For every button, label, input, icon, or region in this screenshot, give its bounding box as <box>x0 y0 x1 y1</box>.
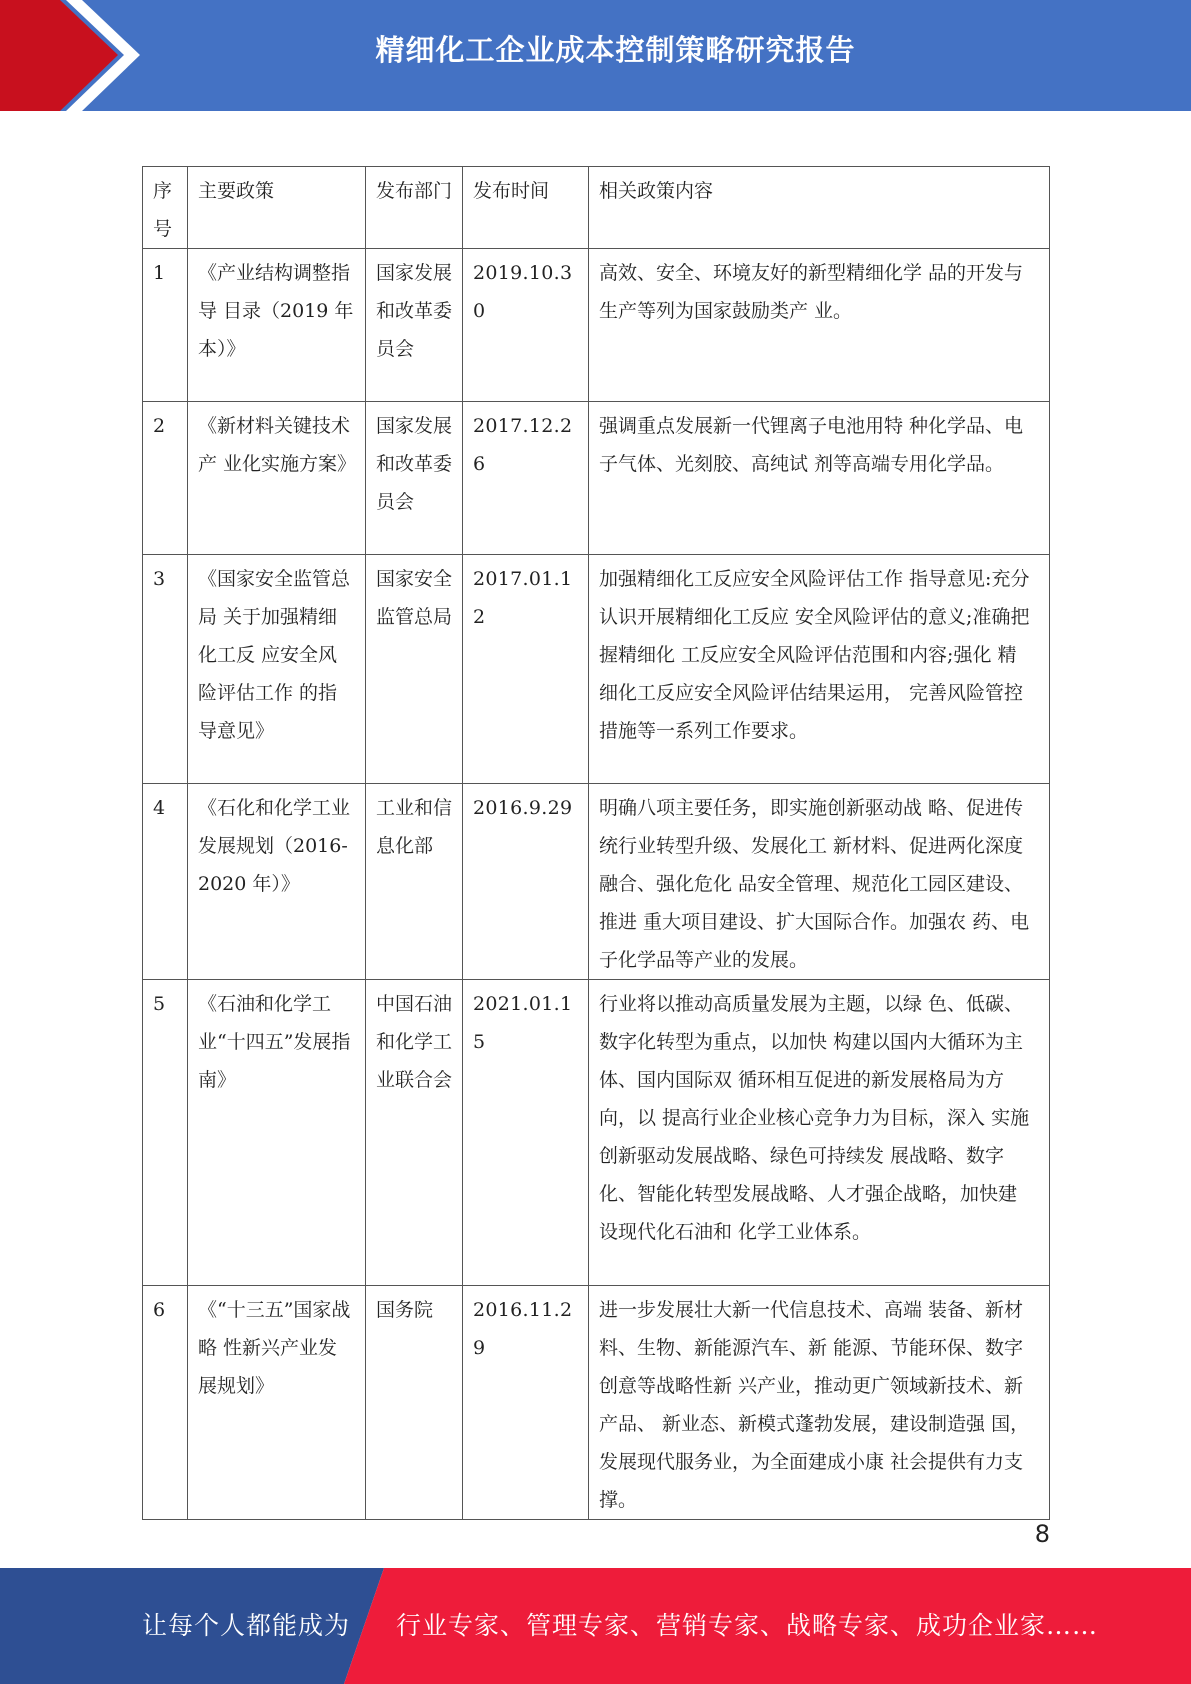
table-row <box>143 402 1050 555</box>
header-date: 发布时间 <box>463 167 589 249</box>
cell-policy: 《石油和化学工业“十四五”发展指 南》 <box>188 980 366 1286</box>
cell-dept: 中国石油 和化学工 业联合会 <box>366 980 463 1286</box>
cell-dept: 国务院 <box>366 1286 463 1520</box>
cell-policy: 《“十三五”国家战略 性新兴产业发展规划》 <box>188 1286 366 1520</box>
cell-dept: 国家发展 和改革委 员会 <box>366 249 463 402</box>
cell-content: 明确八项主要任务，即实施创新驱动战 略、促进传统行业转型升级、发展化工 新材料、促进两化深度融合、强化危化 品安全管理、规范化工园区建设、推进 重大项目建设、扩大国际合作。加强农 药、电子化学品等产业的发展。 <box>589 784 1050 980</box>
cell-no: 4 <box>143 784 188 980</box>
header-content: 相关政策内容 <box>589 167 1050 249</box>
page-number: 8 <box>1034 1520 1050 1548</box>
table-row <box>143 980 1050 1286</box>
table-row <box>143 555 1050 784</box>
cell-no: 2 <box>143 402 188 555</box>
cell-dept: 国家发展 和改革委 员会 <box>366 402 463 555</box>
cell-content: 高效、安全、环境友好的新型精细化学 品的开发与生产等列为国家鼓励类产 业。 <box>589 249 1050 402</box>
footer-slogan-right: 行业专家、管理专家、营销专家、战略专家、成功企业家…… <box>396 1611 1099 1640</box>
cell-policy: 《国家安全监管总局 关于加强精细化工反 应安全风险评估工作 的指导意见》 <box>188 555 366 784</box>
page-title: 精细化工企业成本控制策略研究报告 <box>375 33 856 67</box>
table-header-row <box>143 167 1050 249</box>
cell-dept: 工业和信息化部 <box>366 784 463 980</box>
table-row <box>143 784 1050 980</box>
policy-table <box>142 166 1050 1520</box>
table-row <box>143 249 1050 402</box>
header-banner <box>0 0 1191 111</box>
cell-date: 2017.01.12 <box>463 555 589 784</box>
cell-policy: 《产业结构调整指导 目录（2019 年本）》 <box>188 249 366 402</box>
cell-date: 2016.9.29 <box>463 784 589 980</box>
cell-content: 强调重点发展新一代锂离子电池用特 种化学品、电子气体、光刻胶、高纯试 剂等高端专用化学品。 <box>589 402 1050 555</box>
cell-no: 3 <box>143 555 188 784</box>
cell-no: 5 <box>143 980 188 1286</box>
cell-date: 2017.12.26 <box>463 402 589 555</box>
footer-banner <box>0 1568 1191 1684</box>
cell-date: 2016.11.29 <box>463 1286 589 1520</box>
header-no: 序号 <box>143 167 188 249</box>
cell-date: 2021.01.15 <box>463 980 589 1286</box>
footer-slogan-left: 让每个人都能成为 <box>142 1611 351 1640</box>
cell-policy: 《新材料关键技术产 业化实施方案》 <box>188 402 366 555</box>
cell-no: 6 <box>143 1286 188 1520</box>
cell-policy: 《石化和化学工业发展规划（2016-2020 年）》 <box>188 784 366 980</box>
table-row <box>143 1286 1050 1520</box>
cell-date: 2019.10.30 <box>463 249 589 402</box>
cell-content: 加强精细化工反应安全风险评估工作 指导意见:充分认识开展精细化工反应 安全风险评估的意义;准确把握精细化 工反应安全风险评估范围和内容;强化 精细化工反应安全风险评估结果运用， 完善风险管控措施等一系列工作要求。 <box>589 555 1050 784</box>
cell-content: 进一步发展壮大新一代信息技术、高端 装备、新材料、生物、新能源汽车、新 能源、节能环保、数字创意等战略性新 兴产业，推动更广领域新技术、新产品、 新业态、新模式蓬勃发展，建设制造强 国，发展现代服务业，为全面建成小康 社会提供有力支撑。 <box>589 1286 1050 1520</box>
header-policy: 主要政策 <box>188 167 366 249</box>
header-dept: 发布部门 <box>366 167 463 249</box>
cell-content: 行业将以推动高质量发展为主题，以绿 色、低碳、数字化转型为重点，以加快 构建以国内大循环为主体、国内国际双 循环相互促进的新发展格局为方向，以 提高行业企业核心竞争力为目标，深入 实施创新驱动发展战略、绿色可持续发 展战略、数字化、智能化转型发展战略、人才强企战略，加快建设现代化石油和 化学工业体系。 <box>589 980 1050 1286</box>
cell-dept: 国家安全 监管总局 <box>366 555 463 784</box>
cell-no: 1 <box>143 249 188 402</box>
